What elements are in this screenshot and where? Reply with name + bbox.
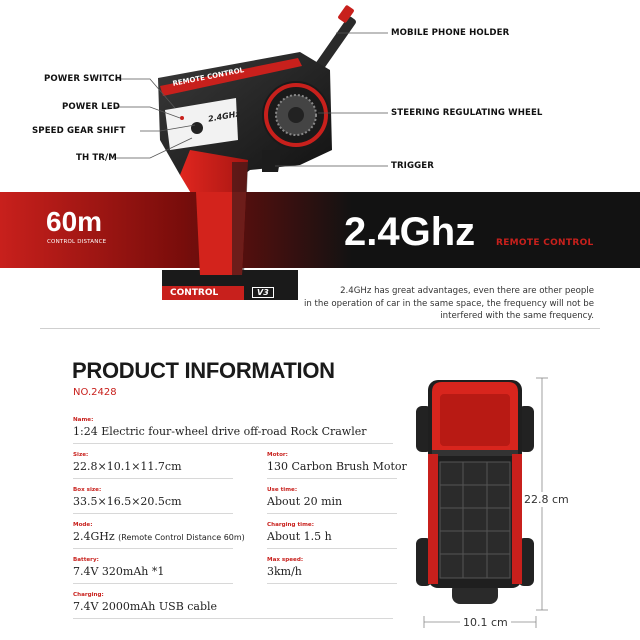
- section-divider: [40, 328, 600, 329]
- callout-power-switch: POWER SWITCH: [44, 74, 122, 84]
- mode-divider: [73, 548, 233, 549]
- size-divider: [73, 478, 233, 479]
- name-label: Name:: [73, 417, 94, 423]
- mode-frequency: 2.4GHz: [73, 530, 115, 543]
- length-dimension: 22.8 cm: [524, 493, 569, 506]
- use-time-value: About 20 min: [267, 495, 343, 508]
- distance-label: CONTROL DISTANCE: [47, 239, 107, 245]
- battery-value: 7.4V 320mAh *1: [73, 565, 165, 578]
- charging-label: Charging:: [73, 592, 104, 598]
- max-speed-value: 3km/h: [267, 565, 302, 578]
- controller-version-badge: V3: [252, 287, 274, 298]
- motor-label: Motor:: [267, 452, 288, 458]
- name-divider: [73, 443, 393, 444]
- size-value: 22.8×10.1×11.7cm: [73, 460, 182, 473]
- charging-time-value: About 1.5 h: [267, 530, 332, 543]
- box-size-divider: [73, 513, 233, 514]
- motor-value: 130 Carbon Brush Motor: [267, 460, 407, 473]
- name-value: 1:24 Electric four-wheel drive off-road Rock Crawler: [73, 425, 367, 438]
- size-label: Size:: [73, 452, 89, 458]
- description-line-3: interfered with the same frequency.: [440, 311, 594, 321]
- controller-top-label: REMOTE CONTROL: [172, 66, 245, 88]
- controller-handle-front: [0, 0, 640, 310]
- frequency-suffix: REMOTE CONTROL: [496, 238, 594, 248]
- callout-trigger: TRIGGER: [391, 161, 434, 171]
- box-size-value: 33.5×16.5×20.5cm: [73, 495, 182, 508]
- frequency-headline: 2.4Ghz: [344, 210, 476, 254]
- motor-divider: [267, 478, 397, 479]
- battery-divider: [73, 583, 233, 584]
- controller-frequency-label: 2.4GHz: [207, 109, 241, 124]
- callout-mobile-phone-holder: MOBILE PHONE HOLDER: [391, 28, 510, 38]
- charging-time-divider: [267, 548, 397, 549]
- callout-steering-wheel: STEERING REGULATING WHEEL: [391, 108, 543, 118]
- charging-time-label: Charging time:: [267, 522, 314, 528]
- mode-value: [73, 530, 245, 543]
- callout-power-led: POWER LED: [62, 102, 120, 112]
- distance-value: 60m: [46, 206, 103, 237]
- product-title: PRODUCT INFORMATION: [72, 358, 335, 383]
- use-time-label: Use time:: [267, 487, 298, 493]
- charging-divider: [73, 618, 393, 619]
- product-number: NO.2428: [73, 387, 117, 398]
- max-speed-label: Max speed:: [267, 557, 304, 563]
- mode-label: Mode:: [73, 522, 93, 528]
- battery-label: Battery:: [73, 557, 99, 563]
- controller-base-label: CONTROL: [170, 288, 219, 298]
- frequency-description: [274, 285, 594, 323]
- width-dimension: 10.1 cm: [460, 616, 511, 629]
- max-speed-divider: [267, 583, 397, 584]
- description-line-2: in the operation of car in the same space, the frequency will not be: [303, 298, 594, 309]
- mode-note: (Remote Control Distance 60m): [118, 533, 245, 542]
- box-size-label: Box size:: [73, 487, 102, 493]
- callout-speed-gear-shift: SPEED GEAR SHIFT: [32, 126, 126, 136]
- use-time-divider: [267, 513, 397, 514]
- description-line-1: 2.4GHz has great advantages, even there are other people: [340, 286, 594, 296]
- callout-th-trm: TH TR/M: [76, 153, 117, 163]
- charging-value: 7.4V 2000mAh USB cable: [73, 600, 218, 613]
